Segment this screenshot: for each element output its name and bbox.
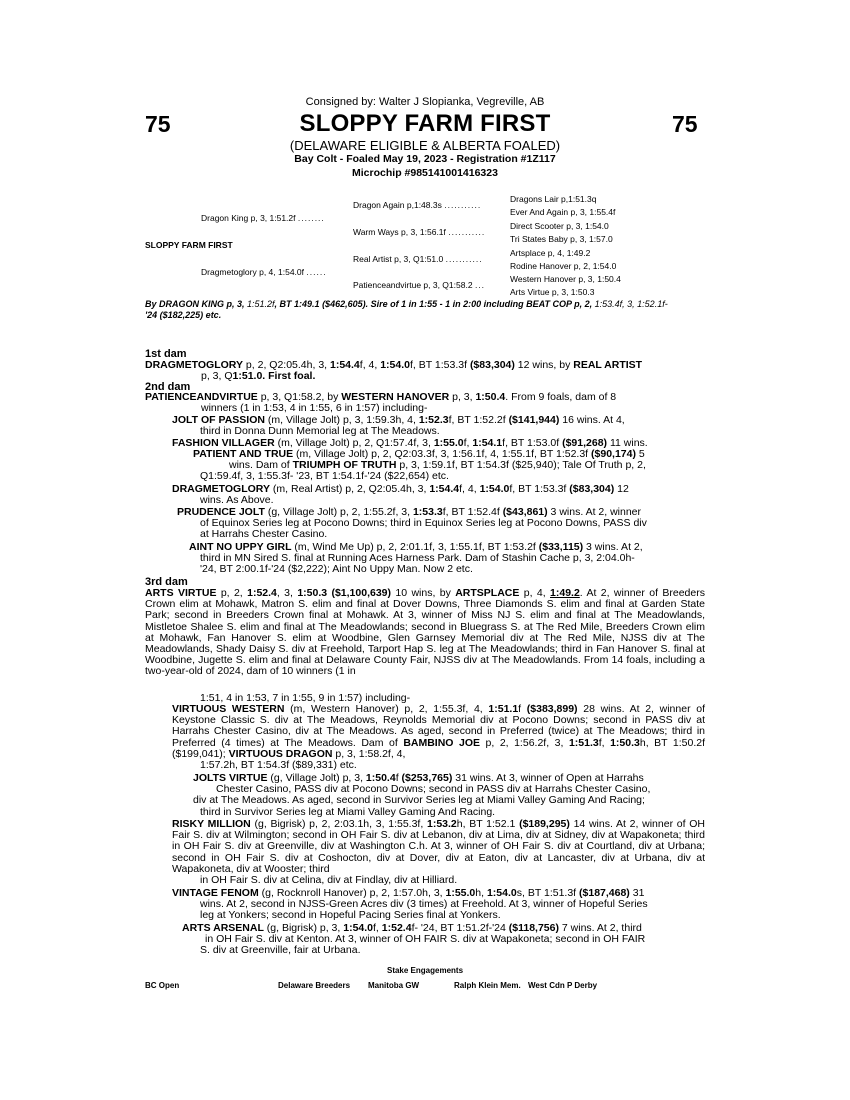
second-dam-intro: PATIENCEANDVIRTUE p, 3, Q1:58.2, by WESTERN HANOVER p, 3, 1:50.4. From 9 foals, dam of 8 winners (1 in 1:53, 4 in 1:55, 6 in 1:57) including- <box>145 391 617 415</box>
foaling-line: Bay Colt - Foaled May 19, 2023 - Registration #1Z117 <box>294 153 556 165</box>
offspring-fashion-villager: FASHION VILLAGER (m, Village Jolt) p, 2, Q1:57.4f, 3, 1:55.0f, 1:54.1f, BT 1:53.0f ($91,268) 11 wins. <box>172 437 648 449</box>
offspring-vintage-fenom: VINTAGE FENOM (g, Rocknroll Hanover) p, 2, 1:57.0h, 3, 1:55.0h, 1:54.0s, BT 1:51.3f ($187,468) 31 wins. At 2, second in NJSS-Green Acres div (3 times) at Freehold. At 3, winner of Hopeful Series leg at Yonkers; second in Hopeful Pacing Series final at Yonkers. <box>172 887 648 922</box>
third-dam-heading: 3rd dam <box>145 576 188 588</box>
stake-engagements-title: Stake Engagements <box>386 966 464 975</box>
pedigree-g1: Dragons Lair p,1:51.3q <box>510 194 597 204</box>
stake-manitoba-gw: Manitoba GW <box>368 981 420 990</box>
pedigree-sire-dam: Warm Ways p, 3, 1:56.1f ........... <box>353 227 486 237</box>
eligibility-line: (DELAWARE ELIGIBLE & ALBERTA FOALED) <box>289 138 561 153</box>
offspring-aint-no-uppy-girl: AINT NO UPPY GIRL (m, Wind Me Up) p, 2, 2:01.1f, 3, 1:55.1f, BT 1:53.2f ($33,115) 3 wins. At 2, third in MN Sired S. final at Running Aces Harness Park. Dam of Stashin Cache p, 3, 2:04.0h- '24, BT 2:00.1f-'24 ($2,222); Aint No Uppy Man. Now 2 etc. <box>189 541 643 576</box>
offspring-prudence-jolt: PRUDENCE JOLT (g, Village Jolt) p, 2, 1:55.2f, 3, 1:53.3f, BT 1:52.4f ($43,861) 3 wins. At 2, winner of Equinox Series leg at Pocono Downs; third in Equinox Series leg at Pocono Downs, PASS div at Harrahs Chester Casino. <box>177 506 647 541</box>
pedigree-g6: Rodine Hanover p, 2, 1:54.0 <box>510 261 617 271</box>
offspring-risky-million: RISKY MILLION (g, Bigrisk) p, 2, 2:03.1h, 3, 1:55.3f, 1:53.2h, BT 1:52.1 ($189,295) 14 wins. At 2, winner of OH Fair S. div at Wilmington; second in OH Fair S. div at Lebanon, div at Lima, div at Sidney, div at Wapakoneta; third in OH Fair S. div at Greenville, div at Washington C.h. At 3, winner of OH Fair S. div at Courtland, div at Urbana; second in OH Fair S. div at Coshocton, div at Dover, div at Eaton, div at Lancaster, div at Urbana, div at Wapakoneta, div at Wooster; third in OH Fair S. div at Celina, div at Findlay, div at Hilliard. <box>172 818 705 887</box>
pedigree-dam-dam: Patienceandvirtue p, 3, Q1:58.2 ... <box>353 280 486 290</box>
sire-summary: By DRAGON KING p, 3, 1:51.2f, BT 1:49.1 ($462,605). Sire of 1 in 1:55 - 1 in 2:00 including BEAT COP p, 2, 1:53.4f, 3, 1:52.1f- '24 ($182,225) etc. <box>145 299 668 320</box>
first-dam-paragraph: DRAGMETOGLORY p, 2, Q2:05.4h, 3, 1:54.4f, 4, 1:54.0f, BT 1:53.3f ($83,304) 12 wins, by REAL ARTIST p, 3, Q1:51.0. First foal. <box>145 359 643 383</box>
pedigree-g8: Arts Virtue p, 3, 1:50.3 <box>510 287 595 297</box>
pedigree-g4: Tri States Baby p, 3, 1:57.0 <box>510 234 613 244</box>
pedigree-dam: Dragmetoglory p, 4, 1:54.0f ...... <box>201 267 327 277</box>
stake-west-cdn-derby: West Cdn P Derby <box>528 981 598 990</box>
third-dam-paragraph: ARTS VIRTUE p, 2, 1:52.4, 3, 1:50.3 ($1,100,639) 10 wins, by ARTSPLACE p, 4, 1:49.2. At 2, winner of Breeders Crown elim at Mohawk, Matron S. elim and final at Dover Downs, Three Diamonds S. elim and final at Garden State Park; second in Breeders Crown final at Mohawk. At 3, winner of Miss NJ S. elim and final at The Meadowlands, Mistletoe Shalee S. elim and final at The Meadowlands; second in Bluegrass S. at The Red Mile, Breeders Crown elim at Mohawk, Fan Hanover S. elim at Woodbine, Glen Garnsey Memorial div at The Red Mile, NJSS div at The Meadowlands, Shady Daisy S. div at Freehold, Tarport Hap S. leg at The Meadowlands; third in Fan Hanover S. final at Woodbine, Jugette S. elim and final at Delaware County Fair, NJSS div at The Meadowlands. From 14 foals, including a two-year-old of 2024, dam of 10 winners (1 in <box>145 587 705 678</box>
horse-name: SLOPPY FARM FIRST <box>299 110 551 137</box>
pedigree-g2: Ever And Again p, 3, 1:55.4f <box>510 207 616 217</box>
pedigree-subject: SLOPPY FARM FIRST <box>145 240 233 250</box>
pedigree-sire: Dragon King p, 3, 1:51.2f ........ <box>201 213 325 223</box>
pedigree-sire-sire: Dragon Again p,1:48.3s ........... <box>353 200 482 210</box>
pedigree-g3: Direct Scooter p, 3, 1:54.0 <box>510 221 609 231</box>
consignor-line: Consigned by: Walter J Slopianka, Vegreville, AB <box>305 96 545 108</box>
offspring-dragmetoglory: DRAGMETOGLORY (m, Real Artist) p, 2, Q2:05.4h, 3, 1:54.4f, 4, 1:54.0f, BT 1:53.3f ($83,304) 12 wins. As Above. <box>172 483 629 507</box>
first-dam-heading: 1st dam <box>145 348 187 360</box>
hip-number-left: 75 <box>145 111 171 137</box>
pedigree-dam-sire: Real Artist p, 3, Q1:51.0 ........... <box>353 254 483 264</box>
offspring-virtuous-western: VIRTUOUS WESTERN (m, Western Hanover) p, 2, 1:55.3f, 4, 1:51.1f ($383,899) 28 wins. At 2, winner of Keystone Classic S. div at The Meadows, Reynolds Memorial div at Pocono Downs; second in PASS div at Harrahs Chester Casino, div at The Meadows. As aged, second in Preferred (twice) at The Meadows; third in Preferred (4 times) at The Meadows. Dam of BAMBINO JOE p, 2, 1:56.2f, 3, 1:51.3f, 1:50.3h, BT 1:50.2f ($199,041); VIRTUOUS DRAGON p, 3, 1:58.2f, 4, 1:57.2h, BT 1:54.3f ($89,331) etc. <box>172 703 705 772</box>
offspring-arts-arsenal: ARTS ARSENAL (g, Bigrisk) p, 3, 1:54.0f, 1:52.4f- '24, BT 1:51.2f-'24 ($118,756) 7 wins. At 2, third in OH Fair S. div at Kenton. At 3, winner of OH FAIR S. div at Wapakoneta; second in OH FAIR S. div at Greenville, fair at Urbana. <box>182 922 646 957</box>
offspring-jolts-virtue: JOLTS VIRTUE (g, Village Jolt) p, 3, 1:50.4f ($253,765) 31 wins. At 3, winner of Open at Harrahs Chester Casino, PASS div at Pocono Downs; second in PASS div at Harrahs Chester Casino, div at The Meadows. As aged, second in Survivor Series leg at Miami Valley Gaming And Racing; third in Survivor Series leg at Miami Valley Gaming And Racing. <box>193 772 651 818</box>
offspring-jolt-of-passion: JOLT OF PASSION (m, Village Jolt) p, 3, 1:59.3h, 4, 1:52.3f, BT 1:52.2f ($141,944) 16 wins. At 4, third in Donna Dunn Memorial leg at The Meadows. <box>172 414 625 438</box>
second-dam-heading: 2nd dam <box>145 381 191 393</box>
stake-ralph-klein: Ralph Klein Mem. <box>454 981 521 990</box>
offspring-patient-and-true: PATIENT AND TRUE (m, Village Jolt) p, 2, Q2:03.3f, 3, 1:56.1f, 4, 1:55.1f, BT 1:52.3f ($90,174) 5 wins. Dam of TRIUMPH OF TRUTH p, 3, 1:59.1f, BT 1:54.3f ($25,940); Tale Of Truth p, 2, Q1:59.4f, 3, 1:55.3f- '23, BT 1:54.1f-'24 ($22,654) etc. <box>193 448 646 483</box>
stake-bc-open: BC Open <box>145 981 180 990</box>
third-dam-produce-summary: 1:51, 4 in 1:53, 7 in 1:55, 9 in 1:57) including- <box>200 692 411 704</box>
hip-number-right: 75 <box>672 111 698 137</box>
microchip-line: Microchip #985141001416323 <box>352 167 498 179</box>
stake-delaware-breeders: Delaware Breeders <box>278 981 351 990</box>
pedigree-g5: Artsplace p, 4, 1:49.2 <box>510 248 591 258</box>
pedigree-g7: Western Hanover p, 3, 1:50.4 <box>510 274 621 284</box>
